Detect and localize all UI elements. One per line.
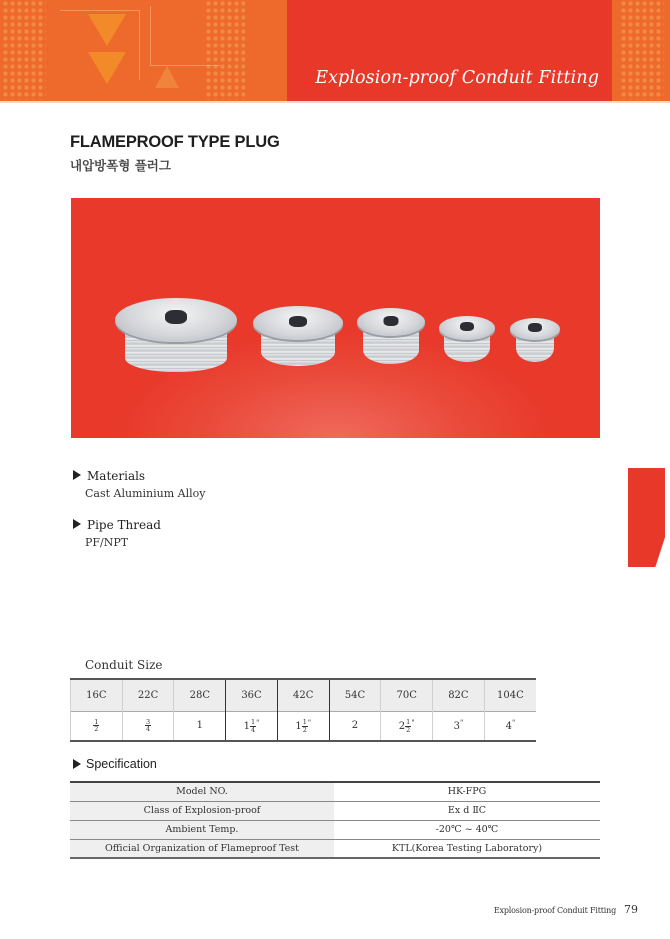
spec-key: Model NO. <box>70 782 334 801</box>
pipe-thread-value: PF/NPT <box>85 536 129 549</box>
page-footer <box>494 898 638 917</box>
spec-key: Official Organization of Flameproof Test <box>70 839 334 858</box>
conduit-code-cell: 104C <box>484 679 536 711</box>
spec-row <box>70 782 600 801</box>
banner-decoration-left <box>0 0 287 103</box>
conduit-inch-cell: 2 <box>329 711 381 741</box>
conduit-code-cell: 54C <box>329 679 381 711</box>
spec-value: HK-FPG <box>334 782 600 801</box>
plug-small <box>439 316 495 364</box>
page-subtitle-korean: 내압방폭형 플러그 <box>70 158 171 173</box>
header-banner <box>0 0 670 103</box>
conduit-code-cell: 36C <box>226 679 278 711</box>
dot-grid-decoration <box>620 0 664 100</box>
spec-row <box>70 801 600 820</box>
conduit-code-cell: 28C <box>174 679 226 711</box>
triangle-down-decoration <box>88 52 126 84</box>
banner-decoration-right <box>612 0 670 103</box>
page-title: FLAMEPROOF TYPE PLUG <box>70 133 280 151</box>
materials-value: Cast Aluminium Alloy <box>85 487 206 500</box>
spec-value: -20℃ ~ 40℃ <box>334 820 600 839</box>
conduit-code-row <box>71 679 537 711</box>
conduit-inch-cell: $\frac{3}{4}$ <box>122 711 174 741</box>
triangle-up-decoration <box>155 66 179 88</box>
conduit-code-cell: 42C <box>277 679 329 711</box>
conduit-inch-cell: $\frac{1}{2}$ <box>71 711 123 741</box>
conduit-inch-cell: 3" <box>433 711 485 741</box>
conduit-code-cell: 16C <box>71 679 123 711</box>
plug-largest <box>115 298 237 378</box>
spec-value: KTL(Korea Testing Laboratory) <box>334 839 600 858</box>
conduit-inch-cell: 1 $\frac{1}{2}$ " <box>277 711 329 741</box>
plug-large <box>253 306 343 370</box>
plug-smallest <box>510 318 560 364</box>
conduit-inch-row <box>71 711 537 741</box>
spec-row <box>70 839 600 858</box>
conduit-size-table <box>70 678 536 742</box>
conduit-code-cell: 70C <box>381 679 433 711</box>
conduit-inch-cell: 1 $\frac{1}{4}$ " <box>226 711 278 741</box>
conduit-code-cell: 22C <box>122 679 174 711</box>
triangle-bullet-icon <box>73 759 81 769</box>
pipe-thread-heading: Pipe Thread <box>73 518 161 532</box>
plug-medium <box>357 308 425 366</box>
triangle-down-decoration <box>88 14 126 46</box>
specification-heading: Specification <box>73 757 157 771</box>
spec-row <box>70 820 600 839</box>
conduit-size-caption: Conduit Size <box>85 658 163 672</box>
spec-key: Ambient Temp. <box>70 820 334 839</box>
product-photo <box>71 198 600 438</box>
dot-grid-decoration <box>2 0 46 100</box>
conduit-inch-cell: 1 <box>174 711 226 741</box>
triangle-bullet-icon <box>73 519 81 529</box>
footer-section-title: Explosion-proof Conduit Fitting <box>493 906 616 915</box>
page-number: 79 <box>624 903 638 916</box>
triangle-bullet-icon <box>73 470 81 480</box>
spec-value: Ex d ⅡC <box>334 801 600 820</box>
section-side-tab <box>628 468 665 567</box>
spec-key: Class of Explosion-proof <box>70 801 334 820</box>
banner-title: Explosion-proof Conduit Fitting <box>315 68 599 88</box>
conduit-code-cell: 82C <box>433 679 485 711</box>
materials-heading: Materials <box>73 469 145 483</box>
conduit-inch-cell: 4" <box>484 711 536 741</box>
circuit-line-decoration <box>150 6 220 66</box>
conduit-inch-cell: 2 $\frac{1}{2}$ " <box>381 711 433 741</box>
banner-bottom-line <box>0 101 670 103</box>
specification-table <box>70 781 600 859</box>
